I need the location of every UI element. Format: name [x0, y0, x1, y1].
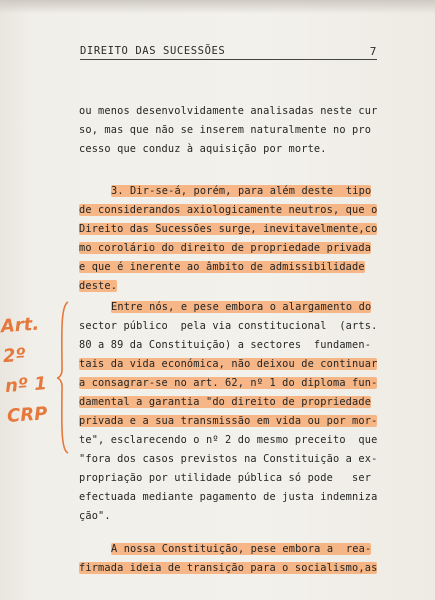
- text-line: [79, 222, 377, 237]
- text-line: [79, 241, 371, 256]
- running-header: [80, 44, 377, 60]
- highlighted-text: 3. Dir-se-á, porém, para além deste tipo: [111, 185, 372, 197]
- text-line: sector público pela via constitucional (arts.: [79, 320, 378, 332]
- header-title: DIREITO DAS SUCESSÕES: [80, 45, 226, 57]
- text-line: 80 a 89 da Constituição) a sectores fundamen-: [79, 339, 372, 351]
- handwritten-margin-note: [0, 308, 68, 432]
- highlighted-text: de considerandos axiologicamente neutros, que o: [79, 204, 378, 216]
- page-shadow: [0, 0, 435, 14]
- text-line: [79, 561, 377, 576]
- text-line: cesso que conduz à aquisição por morte.: [79, 143, 327, 155]
- highlighted-text: firmada ideia de transição para o socialismo,as: [79, 562, 378, 574]
- text-line: ou menos desenvolvidamente analisadas neste cur: [79, 105, 378, 117]
- margin-note-line: Art.: [0, 313, 40, 338]
- text-line: [79, 414, 377, 429]
- margin-note-line: 2º: [2, 344, 27, 368]
- text-line: [79, 376, 377, 391]
- text-line: efectuada mediante pagamento de justa indemniza: [79, 491, 378, 503]
- text-line: so, mas que não se inserem naturalmente no pro: [79, 124, 372, 136]
- text-line: [79, 203, 377, 218]
- highlighted-text: tais da vida económica, não deixou de continuar: [79, 358, 378, 370]
- text-line: [79, 357, 377, 372]
- text-line: [79, 260, 365, 275]
- highlighted-text: Direito das Sucessões surge, inevitavelmente,co: [79, 223, 378, 235]
- highlighted-text: e que é inerente ao âmbito de admissibilidade: [79, 261, 365, 273]
- highlighted-text: deste.: [79, 280, 118, 292]
- text-line: [111, 184, 371, 199]
- highlighted-text: a consagrar-se no art. 62, nº 1 do diploma fun-: [79, 377, 378, 389]
- text-line: [79, 395, 371, 410]
- text-line: propriação por utilidade pública só pode ser: [79, 472, 372, 484]
- text-line: ção".: [79, 510, 111, 522]
- margin-note-line: nº 1: [4, 373, 48, 398]
- text-line: [79, 279, 117, 294]
- highlighted-text: mo corolário do direito de propriedade privada: [79, 242, 372, 254]
- highlighted-text: privada e a sua transmissão em vida ou por mor-: [79, 415, 378, 427]
- highlighted-text: damental a garantia "do direito de propriedade: [79, 396, 372, 408]
- highlighted-text: A nossa Constituição, pese embora a rea-: [111, 543, 372, 555]
- text-line: te", esclarecendo o nº 2 do mesmo preceito que: [79, 434, 378, 446]
- margin-note-line: CRP: [6, 403, 49, 427]
- text-line: "fora dos casos previstos na Constituição a ex-: [79, 453, 378, 465]
- text-line: [111, 542, 371, 557]
- text-line: [111, 300, 371, 315]
- page-number: 7: [369, 45, 377, 58]
- highlighted-text: Entre nós, e pese embora o alargamento do: [111, 301, 372, 313]
